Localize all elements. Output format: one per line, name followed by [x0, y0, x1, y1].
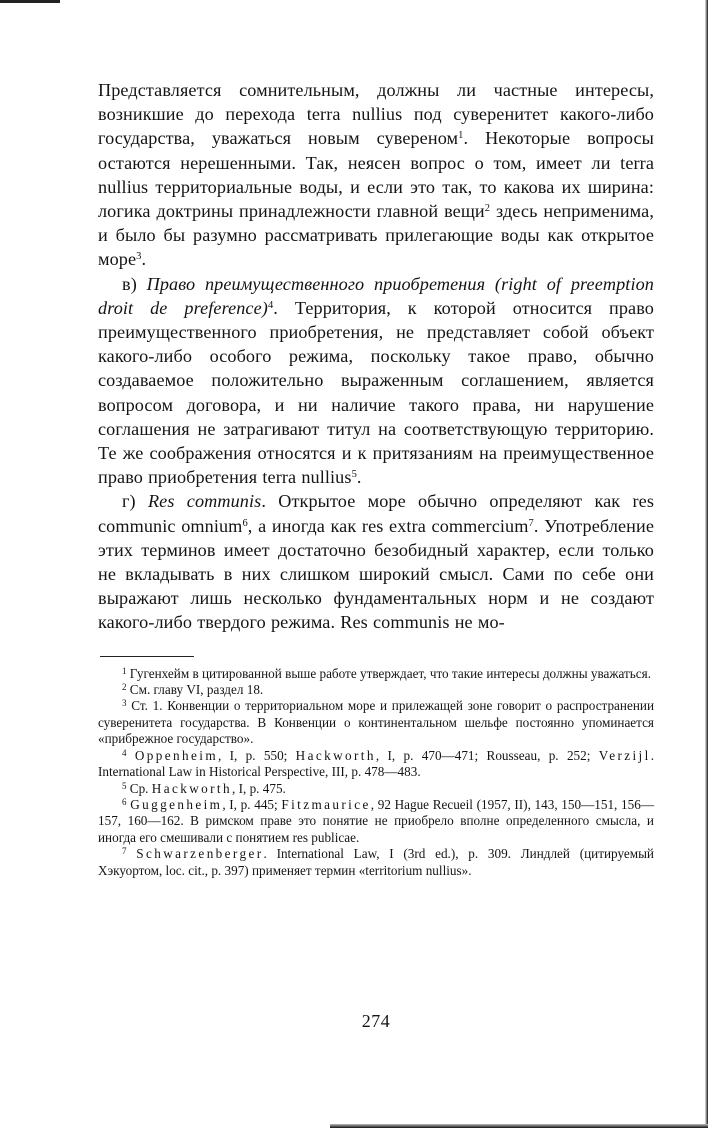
footnote-ref-6: 6 — [242, 517, 248, 529]
footnote-4: $^4$ Oppenheim, I, p. 550; Hackworth, I, p. 470—471; Rousseau, p. 252; Verzijl. International Law in Historical Perspective, III, p. 478—483. — [98, 747, 654, 780]
paragraph-right-of-preemption: в) Право преимущественного приобретения (right of preemption droit de preference)$^4$. Территория, к которой относится право преимущественного приобретения, не представляет собой объект какого-либо особого режима, поскольку такое право, обычно создаваемое положительно выраженным соглашением, является вопросом договора, и ни наличие такого права, ни нарушение соглашения не затрагивают титул на соответствующую территорию. Те же соображения относятся и к притязаниям на преимущественное право приобретения terra nullius$^5$. — [98, 273, 655, 488]
footnote-ref-5: 5 — [351, 469, 357, 481]
page-number: 274 — [361, 1011, 391, 1031]
section-heading-res-communis: Res communis — [147, 491, 262, 512]
paragraph-res-communis: г) Res communis. Открытое море обычно определяют как res communic omnium$^6$, а иногда как res extra commercium$^7$. Употребление этих терминов имеет достаточно безобидный характер, если только не вкладывать в них слишком широкий смысл. Сами по себе они выражают лишь несколько фундаментальных норм и не создают какого-либо твердого режима. Res communis не мо- — [98, 491, 655, 633]
footnote-divider — [100, 656, 194, 657]
footnote-7: $^7$ Schwarzenberger. International Law, I (3rd ed.), p. 309. Линдлей (цитируемый Хэкуортом, loc. cit., p. 397) применяет термин «territorium nullius». — [98, 846, 654, 878]
footnote-6: $^6$ Guggenheim, I, p. 445; Fitzmaurice, 92 Hague Recueil (1957, II), 143, 150—151, 156—157, 160—162. В римском праве это понятие не приобрело вполне определенного смысла, и иногда его смешивали с понятием res publicae. — [98, 796, 655, 845]
footnotes — [98, 666, 654, 879]
footnote-2: $^2$ См. главу VI, раздел 18. — [122, 682, 264, 698]
footnote-1: $^1$ Гугенхейм в цитированной выше работе утверждает, что такие интересы должны уважаться. — [122, 665, 651, 681]
main-text — [98, 78, 654, 635]
paragraph-private-interests: Представляется сомнительным, должны ли частные интересы, возникшие до перехода terra nullius под суверенитет какого-либо государства, уважаться новым сувереном$^1$. Некоторые вопросы остаются нерешенными. Так, неясен вопрос о том, имеет ли terra nullius территориальные воды, и если это так, то какова их ширина: логика доктрины принадлежности главной вещи$^2$ здесь неприменима, и было бы разумно рассматривать прилегающие воды как открытое море$^3$. — [98, 80, 654, 270]
footnote-ref-4: 4 — [267, 299, 274, 311]
footnote-3: $^3$ Ст. 1. Конвенции о территориальном море и прилежащей зоне говорит о распространении суверенитета государства. В Конвенции о континентальном шельфе постоянно упоминается «прибрежное государство». — [98, 698, 654, 747]
scan-edge-bottom — [330, 1124, 708, 1128]
section-heading-preemption: Право преимущественного приобретения (right of preemption droit de preference) — [98, 273, 655, 318]
footnote-ref-3: 3 — [136, 251, 142, 263]
footnote-5: $^5$ Ср. Hackworth, I, p. 475. — [122, 780, 286, 796]
footnote-ref-2: 2 — [484, 203, 491, 215]
footnote-ref-7: 7 — [528, 517, 534, 529]
book-page — [98, 78, 655, 1031]
footnote-ref-1: 1 — [458, 130, 464, 142]
scan-edge-top — [0, 0, 60, 3]
